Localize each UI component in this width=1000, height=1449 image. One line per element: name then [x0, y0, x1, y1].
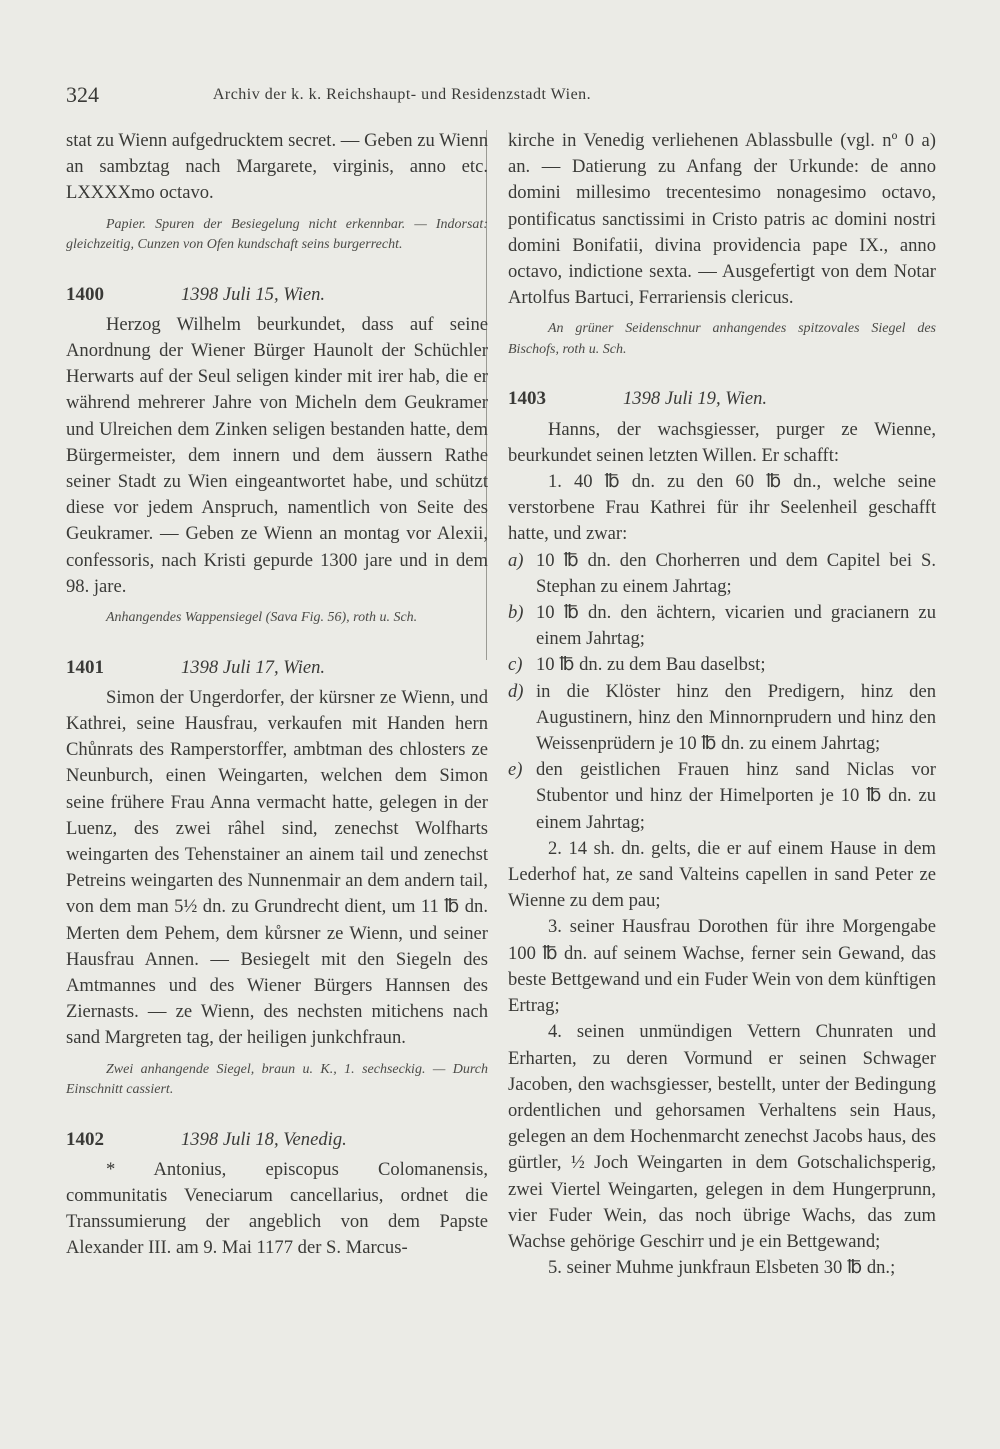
entry-date: 1398 Juli 17, Wien. — [181, 656, 326, 678]
entry-intro-1403: Hanns, der wachsgiesser, purger ze Wienne, beurkundet seinen letzten Willen. Er schafft: — [508, 418, 936, 466]
entry-number: 1402 — [66, 1128, 104, 1150]
subitem-text: in die Klöster hinz den Predigern, hinz den Augustinern, hinz den Minnornprudern und hinz den Weissenprüdern je 10 ℔ dn. zu einem Jahrtag; — [536, 680, 936, 755]
right-column — [508, 128, 936, 1281]
continuation-text: kirche in Venedig verliehenen Ablassbulle (vgl. nº 0 a) an. — Datierung zu Anfang der Urkunde: de anno domini millesimo trecentesimo nonagesimo octavo, pontificatus sanctissimi in Cristo patris ac domini nostri domini Bonifatii, divina providencia pape IX., anno octavo, indictione sexta. — Ausgefertigt von dem Notar Artolfus Bartuci, Ferrariensis clericus. — [508, 130, 936, 309]
page-number: 324 — [66, 82, 99, 107]
entry-date: 1398 Juli 18, Venedig. — [181, 1128, 347, 1150]
entry-date: 1398 Juli 15, Wien. — [181, 283, 326, 305]
bequest-1: 1. 40 ℔ dn. zu den 60 ℔ dn., welche seine verstorbene Frau Kathrei für ihr Seelenheil geschafft hatte, und zwar: — [508, 471, 936, 545]
bequest-3: 3. seiner Hausfrau Dorothen für ihre Morgengabe 100 ℔ dn. auf seinem Wachse, ferner sein Gewand, das beste Bettgewand und ein Fuder Wein von dem künftigen Ertrag; — [508, 916, 936, 1017]
bequest-5: 5. seiner Muhme junkfraun Elsbeten 30 ℔ dn.; — [548, 1257, 896, 1279]
subitem-label: e) — [508, 759, 523, 781]
subitem-b — [508, 600, 936, 652]
subitem-label: b) — [508, 602, 524, 624]
entry-text-1402: * Antonius, episcopus Colomanensis, communitatis Veneciarum cancellarius, ordnet die Transsumierung der angeblich von dem Papste Alexander III. am 9. Mai 1177 der S. Marcus- — [66, 1158, 488, 1259]
entry-heading-1402 — [66, 1127, 488, 1153]
entry-heading-1400 — [66, 282, 488, 308]
subitem-label: d) — [508, 680, 524, 702]
continuation-text: stat zu Wienn aufgedrucktem secret. — Geben zu Wienn an sambztag nach Margarete, virginis, anno etc. LXXXXmo octavo. — [66, 130, 488, 204]
left-column — [66, 128, 488, 1262]
bequest-4: 4. seinen unmündigen Vettern Chunraten und Erharten, zu deren Vormund er seinen Schwager Jacoben, den wachsgiesser, bestellt, unter der Bedingung ordentlichen und gehorsamen Verhaltens sein Haus, gelegen an dem Hochenmarcht zenechst Jacobs haus, des gürtler, ½ Joch Weingarten in dem Gotschalichsperig, zwei Viertel Weingarten, gelegen in dem Hungerprunn, vier Fuder Wein, das noch übrige Wachs, das zum Wachse gehörige Geschirr und je ein Bettgewand; — [508, 1021, 936, 1252]
entry-heading-1401 — [66, 655, 488, 681]
subitem-c — [508, 652, 936, 678]
entry-heading-1403 — [508, 386, 936, 412]
subitem-text: 10 ℔ dn. zu dem Bau daselbst; — [536, 654, 766, 676]
entry-note-1401: Zwei anhangende Siegel, braun u. K., 1. sechseckig. — Durch Einschnitt cassiert. — [66, 1061, 488, 1098]
entry-text-1400: Herzog Wilhelm beurkundet, dass auf seine Anordnung der Wiener Bürger Haunolt der Schüchler Herwarts auf der Seul seligen kinder mit irer hab, die er während mehrerer Jahre von Micheln dem Geukramer und Ulreichen dem Zinken seligen bestanden hatte, dem Bürgermeister, dem innern und dem äussern Rathe seiner Stadt zu Wien eingeantwortet habe, und schützt diese vor jedem Anspruch, namentlich von Seite des Geukramer. — Geben ze Wienn an montag vor Alexii, confessoris, nach Kristi gepurde 1300 jare und in dem 98. jare. — [66, 313, 488, 597]
bequest-2: 2. 14 sh. dn. gelts, die er auf einem Hause in dem Lederhof hat, ze sand Valteins capellen in sand Peter ze Wienne zu dem pau; — [508, 837, 936, 912]
bequest-subitems — [508, 548, 936, 836]
entry-number: 1400 — [66, 283, 104, 305]
entry-note-1400: Anhangendes Wappensiegel (Sava Fig. 56), roth u. Sch. — [106, 610, 418, 626]
continuation-note: Papier. Spuren der Besiegelung nicht erkennbar. — Indorsat: gleichzeitig, Cunzen von Ofen kundschaft seins burgerrecht. — [66, 216, 488, 253]
subitem-text: 10 ℔ dn. den Chorherren und dem Capitel bei S. Stephan zu einem Jahrtag; — [536, 549, 936, 597]
entry-date: 1398 Juli 19, Wien. — [623, 388, 768, 410]
page-header — [66, 82, 698, 112]
subitem-text: den geistlichen Frauen hinz sand Niclas vor Stubentor und hinz der Himelporten je 10 ℔ dn. zu einem Jahrtag; — [536, 759, 936, 833]
running-title: Archiv der k. k. Reichshaupt- und Residenzstadt Wien. — [212, 86, 592, 103]
subitem-text: 10 ℔ dn. den ächtern, vicarien und gracianern zu einem Jahrtag; — [536, 602, 936, 650]
entry-number: 1403 — [508, 388, 546, 410]
subitem-e — [508, 757, 936, 836]
subitem-label: c) — [508, 654, 523, 676]
subitem-d — [508, 679, 936, 758]
entry-number: 1401 — [66, 656, 104, 678]
continuation-note: An grüner Seidenschnur anhangendes spitzovales Siegel des Bischofs, roth u. Sch. — [508, 321, 936, 357]
subitem-label: a) — [508, 549, 524, 571]
entry-text-1401: Simon der Ungerdorfer, der kürsner ze Wienn, und Kathrei, seine Hausfrau, verkaufen mit Handen hern Chůnrats des Ramperstorffer, ambtman des chlosters ze Neunburch, einen Weingarten, welchen dem Simon seine frühere Frau Anna vermacht hatte, gelegen in der Luenz, des zwei râhel sind, zenechst Wolfharts weingarten des Tehenstainer an ainem tail und zenechst Petreins weingarten des Nunnenmair an dem andern tail, von dem man 5½ dn. zu Grundrecht dient, um 11 ℔ dn. Merten dem Pehem, dem kůrsner ze Wienn, und seiner Hausfrau Annen. — Besiegelt mit den Siegeln des Amtmannes und des Wiener Bürgers Hannsen des Ziernasts. — ze Wienn, des nechsten mitichens nach sand Margreten tag, der heiligen junkchfraun. — [66, 686, 488, 1049]
subitem-a — [508, 548, 936, 600]
